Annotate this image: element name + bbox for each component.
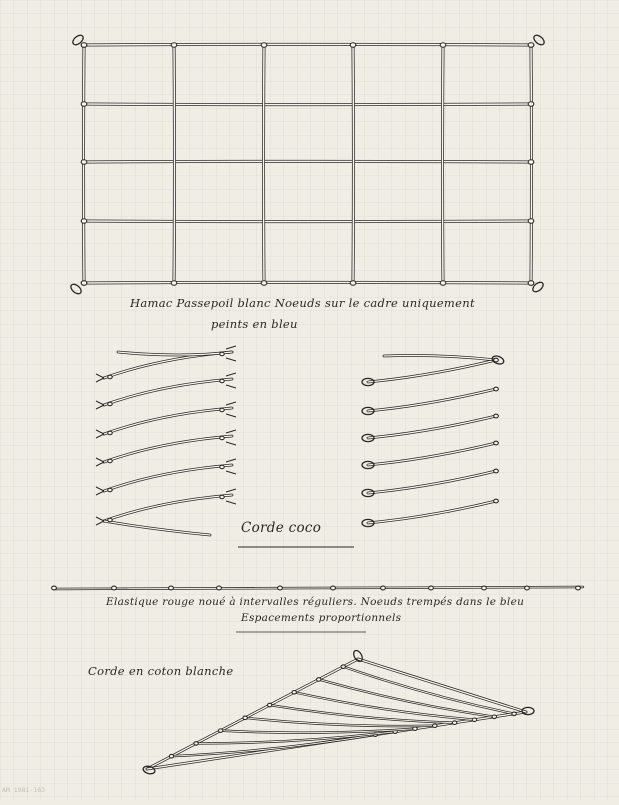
hammock-frame-knot [81, 219, 87, 223]
triangle-knot [218, 729, 222, 733]
triangle-knot [194, 742, 198, 746]
hammock-frame-knot [440, 43, 446, 47]
elastic-knot [381, 586, 386, 590]
triangle-knot [243, 716, 247, 720]
hammock-frame-knot [528, 43, 534, 47]
triangle-knot [169, 754, 173, 758]
hammock-horizontal-rope-core [84, 44, 531, 45]
triangle-knot [452, 721, 456, 725]
elastic-knot [217, 586, 222, 590]
hammock-vertical-rope-core [353, 45, 354, 283]
hammock-frame-knot [81, 160, 87, 164]
hammock-frame-knot [81, 102, 87, 106]
cotton-rope-caption: Corde en coton blanche [88, 664, 234, 678]
elastic-knot [331, 586, 336, 590]
coco-right-knot [494, 441, 499, 445]
triangle-knot [267, 703, 271, 707]
hammock-frame-knot [261, 43, 267, 47]
coco-right-knot [494, 387, 499, 391]
triangle-knot [292, 690, 296, 694]
coco-left-knot [108, 431, 112, 435]
hammock-vertical-rope [443, 45, 444, 283]
coco-left-knot [108, 488, 112, 492]
hammock-caption-line2: peints en bleu [211, 317, 298, 331]
coco-left-knot [108, 375, 112, 379]
hammock-vertical-rope-core [264, 45, 265, 283]
elastic-knot [429, 586, 434, 590]
elastic-knot [482, 586, 487, 590]
hammock-horizontal-rope [84, 221, 531, 222]
elastic-caption-line2: Espacements proportionnels [241, 612, 402, 624]
coco-right-knot [494, 414, 499, 418]
elastic-knot [576, 586, 581, 590]
hammock-horizontal-rope [84, 161, 531, 162]
hammock-horizontal-rope-core [84, 104, 531, 105]
triangle-knot [512, 712, 516, 716]
hammock-vertical-rope [353, 45, 354, 283]
coco-right-knot [494, 469, 499, 473]
elastic-knot [278, 586, 283, 590]
hammock-horizontal-rope-core [84, 221, 531, 222]
coco-left-knot [220, 465, 224, 469]
elastic-caption-line1: Elastique rouge noué à intervalles réguliers. Noeuds trempés dans le bleu [106, 596, 525, 608]
triangle-knot [413, 727, 417, 731]
hammock-caption-line1: Hamac Passepoil blanc Noeuds sur le cadre uniquement [130, 296, 475, 310]
elastic-knot [112, 586, 117, 590]
coco-left-knot [220, 352, 224, 356]
coco-left-knot [220, 408, 224, 412]
hammock-vertical-rope [174, 45, 175, 283]
coco-right-knot [494, 358, 499, 362]
hammock-vertical-rope [264, 45, 265, 283]
hammock-vertical-rope-core [174, 45, 175, 283]
triangle-knot [433, 724, 437, 728]
archive-inventory-mark: AM 1981-163 [2, 786, 46, 794]
triangle-knot [492, 715, 496, 719]
hammock-vertical-rope-core [443, 45, 444, 283]
hammock-frame-knot [528, 219, 534, 223]
hammock-horizontal-rope-core [84, 161, 531, 162]
coco-left-knot [220, 495, 224, 499]
hammock-frame-knot [81, 43, 87, 47]
hammock-frame-knot [528, 102, 534, 106]
hammock-horizontal-rope [84, 44, 531, 45]
elastic-knot [169, 586, 174, 590]
hammock-frame-knot [528, 160, 534, 164]
elastic-knot [525, 586, 530, 590]
coco-left-knot [220, 436, 224, 440]
hammock-horizontal-rope [84, 282, 531, 283]
hammock-frame-knot [350, 43, 356, 47]
hammock-frame-knot [261, 281, 267, 285]
hammock-frame-knot [171, 281, 177, 285]
hammock-frame-knot [350, 281, 356, 285]
triangle-knot [472, 718, 476, 722]
triangle-knot [341, 665, 345, 669]
hammock-horizontal-rope-core [84, 282, 531, 283]
coco-left-knot [108, 402, 112, 406]
coco-left-knot [220, 379, 224, 383]
hammock-horizontal-rope [84, 104, 531, 105]
elastic-knot [52, 586, 57, 590]
hammock-frame-knot [440, 281, 446, 285]
hammock-frame-knot [81, 281, 87, 285]
coco-left-knot [108, 459, 112, 463]
coco-right-knot [494, 499, 499, 503]
coco-left-knot [108, 518, 112, 522]
hammock-frame-knot [171, 43, 177, 47]
hammock-frame-knot [528, 281, 534, 285]
coco-rope-caption: Corde coco [241, 520, 322, 536]
triangle-knot [317, 678, 321, 682]
